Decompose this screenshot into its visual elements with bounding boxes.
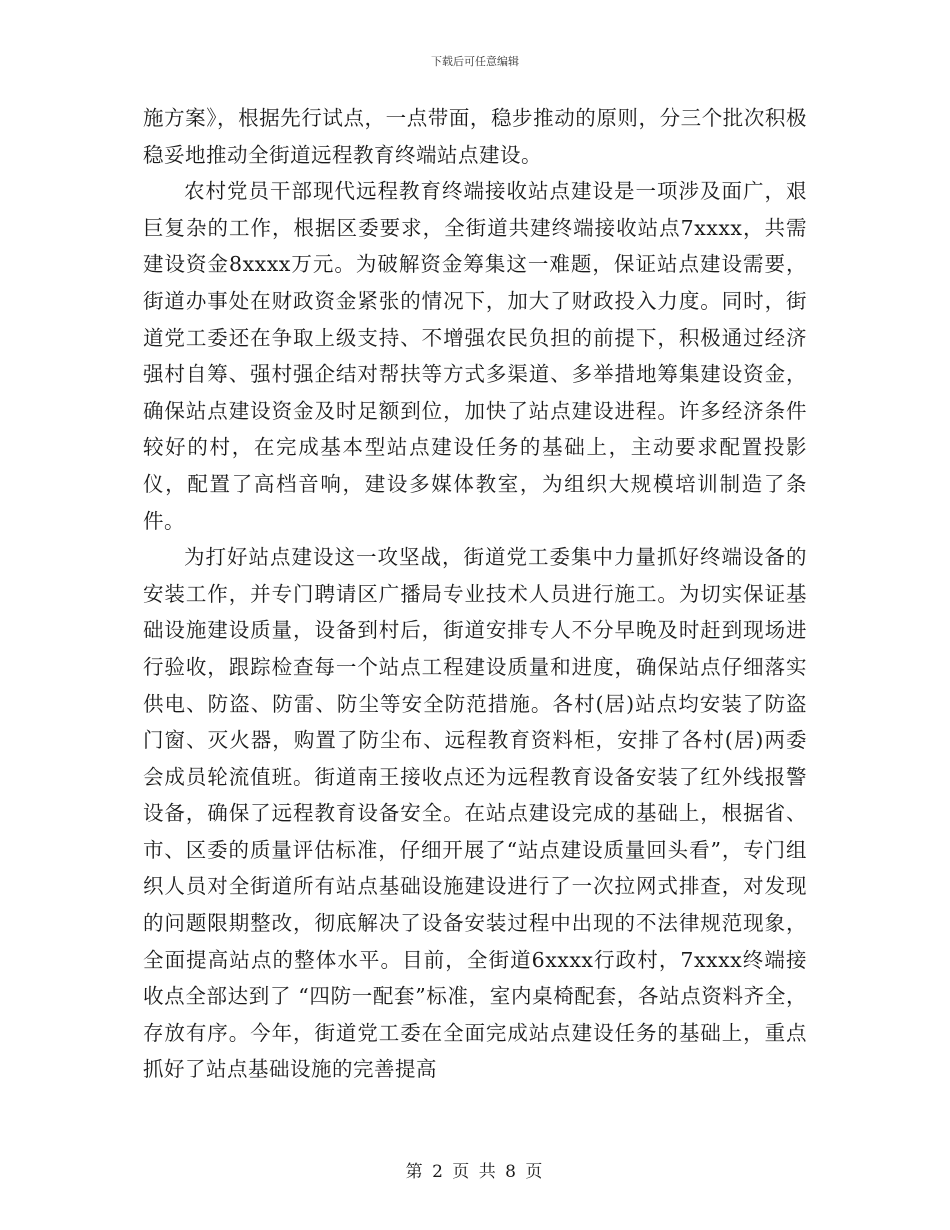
paragraph-1: 施方案》，根据先行试点，一点带面，稳步推动的原则，分三个批次积极稳妥地推动全街道远程教育终端站点建设。 xyxy=(143,106,807,167)
paragraph-2: 农村党员干部现代远程教育终端接收站点建设是一项涉及面广，艰巨复杂的工作，根据区委要求，全街道共建终端接收站点7xxxx，共需建设资金8xxxx万元。为破解资金筹集这一难题，保证站点建设需要，街道办事处在财政资金紧张的情况下，加大了财政投入力度。同时，街道党工委还在争取上级支持、不增强农民负担的前提下，积极通过经济强村自筹、强村强企结对帮扶等方式多渠道、多举措地筹集建设资金，确保站点建设资金及时足额到位，加快了站点建设进程。许多经济条件较好的村，在完成基本型站点建设任务的基础上，主动要求配置投影仪，配置了高档音响，建设多媒体教室，为组织大规模培训制造了条件。 xyxy=(143,179,807,533)
document-body xyxy=(143,100,807,1088)
page-header: 下载后可任意编辑 xyxy=(431,55,519,68)
page-number-footer: 第 2 页 共 8 页 xyxy=(405,1162,545,1182)
paragraph-3: 为打好站点建设这一攻坚战，街道党工委集中力量抓好终端设备的安装工作，并专门聘请区广播局专业技术人员进行施工。为切实保证基础设施建设质量，设备到村后，街道安排专人不分早晚及时赶到现场进行验收，跟踪检查每一个站点工程建设质量和进度，确保站点仔细落实供电、防盗、防雷、防尘等安全防范措施。各村(居)站点均安装了防盗门窗、灭火器，购置了防尘布、远程教育资料柜，安排了各村(居)两委会成员轮流值班。街道南王接收点还为远程教育设备安装了红外线报警设备，确保了远程教育设备安全。在站点建设完成的基础上，根据省、市、区委的质量评估标准，仔细开展了“站点建设质量回头看”，专门组织人员对全街道所有站点基础设施建设进行了一次拉网式排查，对发现的问题限期整改，彻底解决了设备安装过程中出现的不法律规范现象，全面提高站点的整体水平。目前，全街道6xxxx行政村，7xxxx终端接收点全部达到了 “四防一配套”标准，室内桌椅配套，各站点资料齐全，存放有序。今年，街道党工委在全面完成站点建设任务的基础上，重点抓好了站点基础设施的完善提高 xyxy=(143,545,807,1082)
